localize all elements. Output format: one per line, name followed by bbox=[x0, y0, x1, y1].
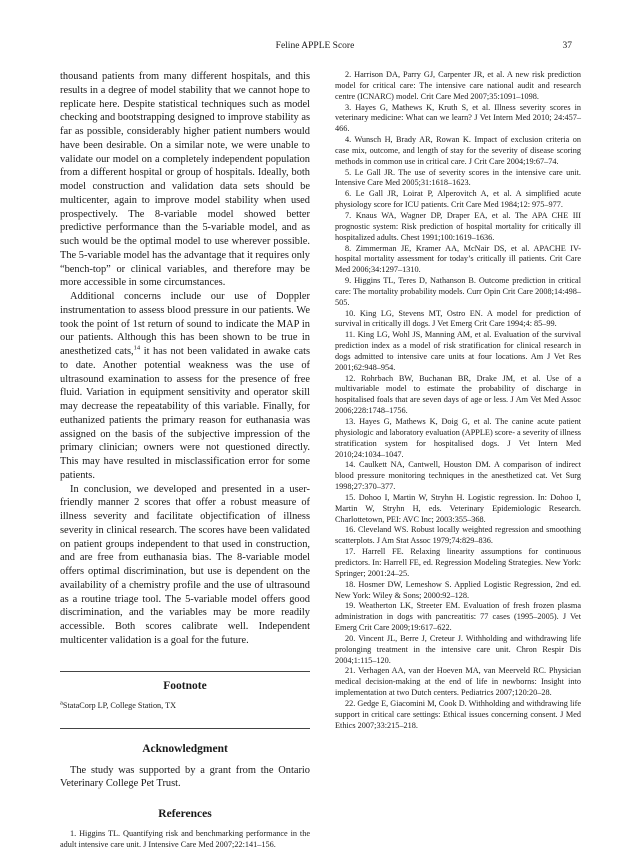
references-heading: References bbox=[158, 808, 212, 820]
reference-item: 6. Le Gall JR, Loirat P, Alperovitch A, et al. A simplified acute physiology score for ICU patients. Crit Care Med 1984;12: 975–977. bbox=[335, 189, 581, 210]
reference-item: 3. Hayes G, Mathews K, Kruth S, et al. Illness severity scores in veterinary medicine: What can we learn? J Vet Intern Med 2010; 24:457–466. bbox=[335, 102, 581, 134]
reference-item: 15. Dohoo I, Martin W, Stryhn H. Logistic regression. In: Dohoo I, Martin W, Stryhn H, eds. Veterinary Epidemiologic Research. Charlottetown, PEI: AVC Inc; 2003:355–368. bbox=[335, 492, 581, 524]
section-divider bbox=[60, 728, 310, 729]
body-paragraph-2-rest: it has not been validated in awake cats to date. Another potential weakness was the use of ultrasound examination to assess for the presence of free fluid. Variation in equipment sensitivity and operator skill may decrease the repeatability of this variable. Finally, for euthanized patients the primary reason for euthanasia was assigned on the basis of the subjective impression of the primary clinician; owners were not questioned directly. This may have resulted in misclassification error for some patients. bbox=[60, 346, 311, 481]
body-paragraph-1: thousand patients from many different hospitals, and this results in a degree of model stability that we cannot hope to replicate here. Despite statistical techniques such as model checking and bootstrapping designed to improve stability as far as possible, considerably higher patient numbers would have been desirable. On a similar note, we were unable to validate our model on a completely independent population from a different hospital or group of hospitals. Ideally, both model construction and validation data sets should be multicenter, again to improve model stability when used prospectively. The 8-variable model showed better predictive performance than the 5-variable model, and as such would be the optimal model to use wherever possible. The 5-variable model has the advantage that it requires only “bench-top” or clinical variables, and therefore may be more accessible in some circumstances. bbox=[60, 71, 310, 289]
reference-item: 9. Higgins TL, Teres D, Nathanson B. Outcome prediction in critical care: The mortality probability models. Curr Opin Crit Care 2008;14:498–505. bbox=[335, 276, 581, 307]
reference-item: 20. Vincent JL, Berre J, Creteur J. Withholding and withdrawing life prolonging treatment in the intensive care unit. Chron Respir Dis 2004;1:115–120. bbox=[335, 633, 581, 665]
footnote-marker: a bbox=[60, 698, 63, 706]
reference-item: 12. Rohrbach BW, Buchanan BR, Drake JM, et al. Use of a multivariable model to estimate the probability of discharge in hospitalised foals that are seven days of age or less. J Am Vet Med Assoc 2006;228:1748–1756. bbox=[335, 373, 581, 416]
running-title: Feline APPLE Score bbox=[275, 41, 355, 51]
footnote-heading: Footnote bbox=[163, 679, 207, 692]
right-column bbox=[335, 70, 581, 731]
reference-item: 19. Weatherton LK, Streeter EM. Evaluation of fresh frozen plasma administration in dogs with pancreatitis: 77 cases (1995–2005). J Vet Emerg Crit Care 2009;19:617–622. bbox=[335, 601, 581, 633]
reference-item: 22. Gedge E, Giacomini M, Cook D. Withholding and withdrawing life support in critical care settings: Ethical issues concerning consent. J Med Ethics 2007;33:215–218. bbox=[335, 698, 581, 730]
reference-item: 17. Harrell FE. Relaxing linearity assumptions for continuous predictors. In: Harrell FE, ed. Regression Modeling Strategies. New York: Springer; 2001:24–25. bbox=[335, 547, 581, 578]
reference-item: 10. King LG, Stevens MT, Ostro EN. A model for prediction of survival in critically ill dogs. J Vet Emerg Crit Care 1994;4: 85–99. bbox=[335, 308, 581, 329]
acknowledgment-text: The study was supported by a grant from the Ontario Veterinary College Pet Trust. bbox=[60, 764, 310, 790]
footnote-body: StataCorp LP, College Station, TX bbox=[62, 700, 176, 710]
reference-item: 1. Higgins TL. Quantifying risk and benchmarking performance in the adult intensive care unit. J Intensive Care Med 2007;22:141–156. bbox=[60, 829, 310, 849]
body-paragraph-2 bbox=[60, 290, 310, 483]
running-header bbox=[58, 41, 572, 55]
reference-item: 4. Wunsch H, Brady AR, Rowan K. Impact of exclusion criteria on case mix, outcome, and length of stay for the severity of disease scoring methods in common use in critical care. J Crit Care 2004;19:67–74. bbox=[335, 135, 581, 166]
reference-item: 14. Caulkett NA, Cantwell, Houston DM. A comparison of indirect blood pressure monitoring techniques in the anesthetized cat. Vet Surg 1998;27:370–377. bbox=[335, 460, 581, 492]
footnote-text bbox=[60, 700, 310, 711]
reference-item: 16. Cleveland WS. Robust locally weighted regression and smoothing scatterplots. J Am Stat Assoc 1979;74:829–836. bbox=[335, 525, 581, 546]
reference-item: 8. Zimmerman JE, Kramer AA, McNair DS, et al. APACHE IV- hospital mortality assessment for today’s critically ill patients. Crit Care Med 2006;34:1297–1310. bbox=[335, 243, 581, 275]
reference-item: 13. Hayes G, Mathews K, Doig G, et al. The canine acute patient physiologic and laboratory evaluation (APPLE) score- a severity of illness stratification system for hospitalised dogs. J Vet Intern Med 2010;24:1034–1047. bbox=[335, 417, 581, 459]
reference-item: 7. Knaus WA, Wagner DP, Draper EA, et al. The APA CHE III prognostic system: Risk prediction of hospital mortality for critically ill hospitalized adults. Chest 1991;100:1619–1636. bbox=[335, 210, 581, 242]
section-divider bbox=[60, 671, 310, 672]
reference-item: 2. Harrison DA, Parry GJ, Carpenter JR, et al. A new risk prediction model for critical care: The intensive care national audit and research centre (ICNARC) model. Crit Care Med 2007;35:1091–1098. bbox=[335, 70, 581, 101]
reference-item: 5. Le Gall JR. The use of severity scores in the intensive care unit. Intensive Care Med 2005;31:1618–1623. bbox=[335, 167, 581, 188]
page-number: 37 bbox=[562, 41, 572, 51]
reference-item: 21. Verhagen AA, van der Hoeven MA, van Meerveld RC. Physician medical decision-making at the end of life in newborns: Insight into implementation at two Dutch centers. Pediatrics 2007;120:20–28. bbox=[335, 666, 581, 698]
reference-item: 11. King LG, Wohl JS, Manning AM, et al. Evaluation of the survival prediction index as a model of risk stratification for clinical research in dogs admitted to intensive care units at four locations. Am J Vet Res 2001;62:948–954. bbox=[335, 330, 581, 372]
acknowledgment-heading: Acknowledgment bbox=[142, 742, 228, 755]
reference-item: 18. Hosmer DW, Lemeshow S. Applied Logistic Regression, 2nd ed. New York: Wiley & Sons; 2000:92–128. bbox=[335, 579, 581, 600]
left-column bbox=[60, 70, 310, 851]
body-paragraph-2-start: Additional concerns include our use of Doppler instrumentation to assess blood pressure in our patients. We took the point of 1st return of sound to indicate the MAP in our patients. Although this has been shown to be true in anesthetized cats, bbox=[60, 291, 310, 357]
body-paragraph-3: In conclusion, we developed and presented in a user-friendly manner 2 scores that offer a robust measure of illness severity and facilitate objectification of illness severity in clinical research. The scores have been validated on patient groups independent to that used in construction, and are free from euthanasia bias. The 8-variable model offers optimal discrimination, but use is dependent on the availability of a chemistry profile and the use of ultrasound as a routine triage tool. The 5-variable model offers good discrimination, and the variables may be more readily accessible. Both scores calibrate well. Independent multicenter validation is a goal for the future. bbox=[60, 483, 310, 646]
citation-superscript: 14 bbox=[133, 344, 141, 352]
